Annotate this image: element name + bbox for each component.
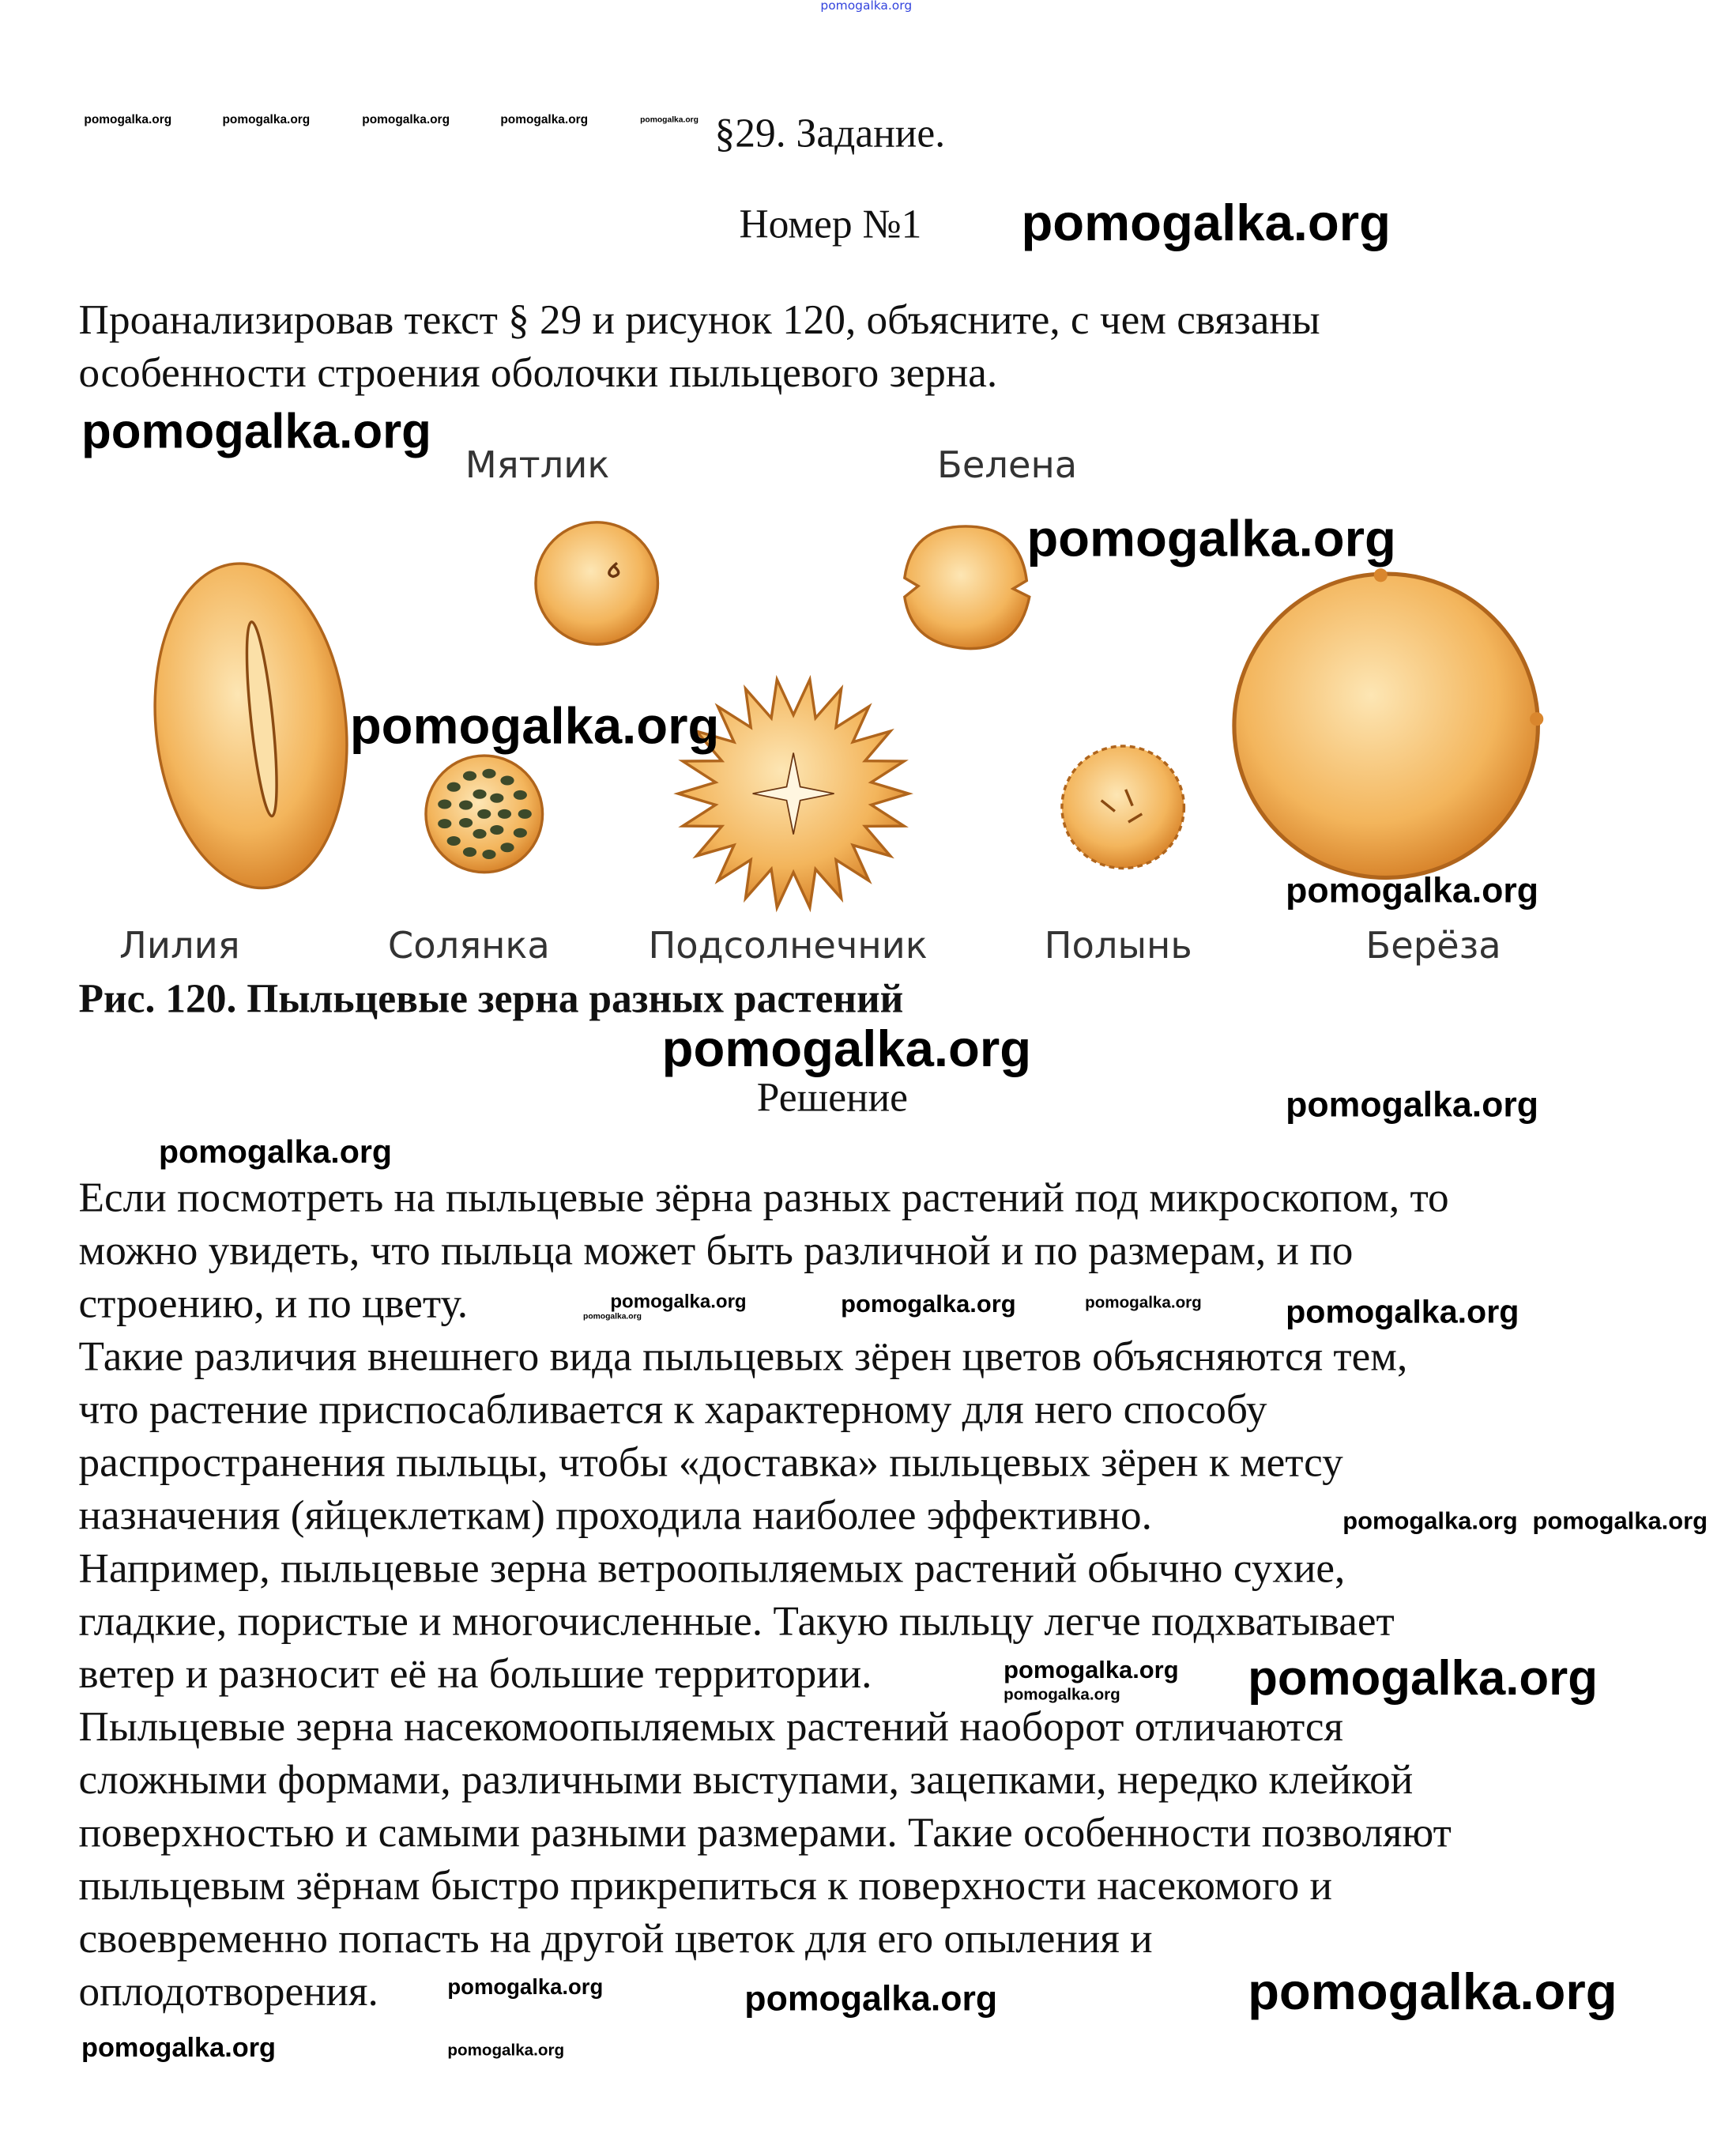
saltwort-pore (438, 819, 451, 828)
label-bereza: Берёза (1365, 925, 1501, 967)
saltwort-pore (459, 801, 473, 810)
saltwort-pore (482, 769, 495, 779)
saltwort-pore (463, 771, 476, 781)
watermark: pomogalka.org (1085, 1292, 1202, 1312)
solution-line: можно увидеть, что пыльца может быть различной и по размерам, и по (78, 1226, 1354, 1274)
solution-line: назначения (яйцеклеткам) проходила наиболее эффективно. (78, 1491, 1152, 1539)
saltwort-pore (447, 836, 461, 846)
saltwort-pore (498, 809, 511, 819)
watermark: pomogalka.org (1021, 195, 1391, 253)
watermark: pomogalka.org (1286, 1084, 1539, 1125)
watermark: pomogalka.org (222, 112, 311, 126)
solution-line: Пыльцевые зерна насекомоопыляемых растений наоборот отличаются (78, 1702, 1343, 1751)
top-watermark: pomogalka.org (820, 0, 913, 14)
label-liliya: Лилия (119, 925, 240, 967)
watermark: pomogalka.org (1026, 511, 1396, 569)
saltwort-pore (459, 818, 473, 828)
solution-line: Если посмотреть на пыльцевые зёрна разных растений под микроскопом, то (78, 1173, 1449, 1221)
saltwort-pore (500, 843, 514, 852)
saltwort-pore (490, 825, 503, 835)
saltwort-pore (518, 809, 532, 819)
watermark: pomogalka.org (447, 2040, 565, 2060)
watermark: pomogalka.org (1532, 1506, 1708, 1535)
solution-line: гладкие, пористые и многочисленные. Такую пыльцу легче подхватывает (78, 1597, 1395, 1645)
label-solyanka: Солянка (387, 925, 550, 967)
label-podsolnechnik: Подсолнечник (648, 925, 928, 967)
wormwood-pollen (1062, 746, 1184, 868)
watermark: pomogalka.org (1286, 1294, 1519, 1331)
watermark: pomogalka.org (640, 116, 699, 125)
watermark: pomogalka.org (841, 1290, 1016, 1318)
watermark: pomogalka.org (84, 112, 172, 126)
watermark: pomogalka.org (158, 1133, 393, 1171)
watermark: pomogalka.org (1248, 1964, 1617, 2022)
watermark: pomogalka.org (661, 1021, 1032, 1079)
watermark: pomogalka.org (610, 1290, 747, 1312)
solution-line: что растение приспосабливается к характерному для него способу (78, 1385, 1267, 1433)
saltwort-pore (438, 800, 451, 809)
task-number: Номер №1 (739, 202, 922, 247)
saltwort-pore (447, 782, 461, 792)
question-line: Проанализировав текст § 29 и рисунок 120, объясните, с чем связаны (78, 296, 1320, 344)
saltwort-pore (482, 850, 495, 859)
solution-line: Например, пыльцевые зерна ветроопыляемых растений обычно сухие, (78, 1544, 1346, 1592)
solution-line: Такие различия внешнего вида пыльцевых зёрен цветов объясняются тем, (78, 1332, 1408, 1380)
saltwort-pore (473, 829, 486, 839)
solution-line: оплодотворения. (78, 1966, 378, 2015)
solution-line: распространения пыльцы, чтобы «доставка» пыльцевых зёрен к метсу (78, 1438, 1343, 1486)
watermark: pomogalka.org (362, 112, 450, 126)
question-line: особенности строения оболочки пыльцевого зерна. (78, 349, 998, 397)
watermark: pomogalka.org (1248, 1650, 1598, 1706)
saltwort-pore (500, 775, 514, 785)
watermark: pomogalka.org (349, 698, 720, 756)
section-title: §29. Задание. (714, 111, 946, 156)
solution-line: пыльцевым зёрнам быстро прикрепиться к поверхности насекомого и (78, 1861, 1332, 1909)
watermark: pomogalka.org (1004, 1684, 1120, 1704)
saltwort-pore (490, 794, 503, 803)
saltwort-pore (514, 790, 527, 800)
solution-line: своевременно попасть на другой цветок для его опыления и (78, 1913, 1153, 1962)
saltwort-pore (473, 790, 486, 799)
saltwort-pore (463, 847, 476, 857)
solution-line: строению, и по цвету. (78, 1279, 469, 1327)
lily-pollen (140, 554, 363, 898)
watermark: pomogalka.org (744, 1978, 998, 2019)
solution-heading: Решение (756, 1076, 909, 1121)
solution-line: поверхностью и самыми разными размерами. Такие особенности позволяют (78, 1808, 1452, 1857)
watermark: pomogalka.org (447, 1976, 604, 2000)
saltwort-pore (514, 828, 527, 838)
meadow-grass-pollen (536, 522, 657, 644)
watermark: pomogalka.org (81, 402, 431, 459)
solution-line: сложными формами, различными выступами, зацепками, нередко клейкой (78, 1755, 1414, 1804)
watermark: pomogalka.org (1004, 1656, 1179, 1684)
label-myatlik: Мятлик (465, 444, 610, 488)
watermark: pomogalka.org (500, 112, 589, 126)
watermark: pomogalka.org (1342, 1506, 1518, 1535)
saltwort-pollen (426, 756, 543, 873)
watermark: pomogalka.org (583, 1313, 642, 1321)
label-belena: Белена (937, 444, 1078, 488)
henbane-pollen (905, 526, 1030, 649)
saltwort-pore (477, 809, 491, 819)
watermark: pomogalka.org (81, 2033, 277, 2064)
birch-pollen (1234, 568, 1543, 877)
solution-line: ветер и разносит её на большие территории. (78, 1650, 872, 1698)
watermark: pomogalka.org (1286, 869, 1539, 911)
label-polyn: Полынь (1044, 925, 1192, 967)
figure-caption: Рис. 120. Пыльцевые зерна разных растений (78, 976, 904, 1022)
